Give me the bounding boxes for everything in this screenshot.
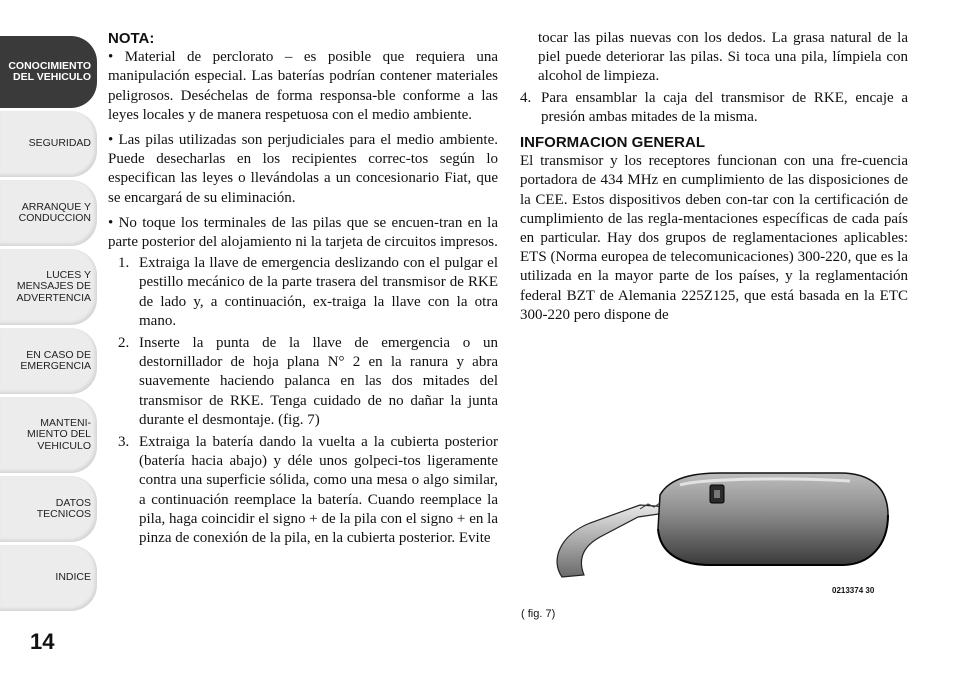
tab-datos-tecnicos[interactable] (0, 476, 97, 542)
key-fob-illustration (520, 465, 908, 601)
page-number: 14 (30, 629, 55, 654)
tab-label: INDICE (55, 571, 91, 584)
step-3 (108, 433, 498, 548)
tab-indice[interactable] (0, 545, 97, 611)
step-1 (108, 254, 498, 331)
tab-label: CONOCIMIENTO DEL VEHICULO (8, 59, 91, 83)
tab-label: DATOS TECNICOS (36, 496, 91, 520)
column-right (520, 29, 908, 325)
step-text: Para ensamblar la caja del transmisor de RKE, encaje a presión ambas mitades de la misma. (541, 89, 908, 125)
tab-label: SEGURIDAD (28, 137, 91, 150)
bullet-perclorato: • Material de perclorato – es posible que requiera una manipulación especial. Las baterías podrían contener materiales peligrosos. Deséchelas de forma responsa-ble conforme a las leyes locales y de manera respetuosa con el medio ambiente. (108, 49, 498, 123)
tab-mantenimiento[interactable] (0, 397, 97, 473)
step-number: 1. (118, 255, 130, 272)
tab-luces-y-mensajes[interactable] (0, 249, 97, 325)
step-text: Inserte la punta de la llave de emergencia o un destornillador de hoja plana N° 2 en la ranura y abra suavemente haciendo palanca en las dos mitades del transmisor de RKE. Tenga cuidado de no dañar la junta durante el desmontaje. (fig. 7) (139, 335, 498, 428)
step-text: Extraiga la llave de emergencia deslizando con el pulgar el pestillo mecánico de la parte trasera del transmisor de RKE de lado y, a continuación, ex-traiga la llave con la otra mano. (139, 255, 498, 329)
tab-seguridad[interactable] (0, 111, 97, 177)
chapter-sidebar (0, 0, 97, 678)
bullet-pilas-ambiente: • Las pilas utilizadas son perjudiciales para el medio ambiente. Puede desecharlas en los recipientes correc-tos según lo especifican las leyes o llevándolas a un concesionario Fiat, que se encargará de su eliminación. (108, 132, 498, 206)
step-2 (108, 334, 498, 430)
figure-caption: ( fig. 7) (521, 608, 556, 620)
column-left (108, 29, 498, 548)
step-number: 4. (520, 89, 532, 106)
step-text: Extraiga la batería dando la vuelta a la cubierta posterior (batería hacia abajo) y déle unos golpeci-tos ligeramente contra una superficie sólida, como una mesa o algo similar, a continuación reemplace la batería. Cuando reemplace la pila, haga coincidir el signo + de la pila con el signo + en la pinza de conexión de la pila, en la cubierta posterior. Evite (139, 434, 498, 547)
step-3-continued: tocar las pilas nuevas con los dedos. La grasa natural de la piel puede deteriorar las pilas. Si toca una pila, límpiela con alcohol de limpieza. (538, 30, 908, 85)
tab-arranque-y-conduccion[interactable] (0, 180, 97, 246)
tab-label: ARRANQUE Y CONDUCCION (18, 200, 91, 224)
info-paragraph: El transmisor y los receptores funcionan con una fre-cuencia portadora de 434 MHz en cumplimiento de las disposiciones de la CEE. Estos dispositivos deben con-tar con la certificación de cumplimiento de las regla-mentaciones específicas de cada país en particular. Hay dos grupos de reglamentaciones aplicables: ETS (Norma europea de telecomunicaciones) 300-220, que es la utilizada en la mayor parte de los países, y la reglamentación federal BZT de Alemania 225Z125, que está basada en la ETC 300-220 pero dispone de (520, 153, 908, 323)
figure-rke-transmitter (520, 465, 908, 601)
tab-en-caso-de-emergencia[interactable] (0, 328, 97, 394)
tab-conocimiento-del-vehiculo[interactable] (0, 36, 97, 108)
step-4 (520, 89, 908, 127)
info-heading: INFORMACION GENERAL (520, 134, 705, 152)
bullet-no-toque: • No toque los terminales de las pilas que se encuen-tran en la parte posterior del alojamiento ni la tarjeta de circuitos impresos. (108, 214, 498, 251)
figure-code: 0213374 30 (832, 586, 875, 595)
tab-label: EN CASO DE EMERGENCIA (20, 348, 91, 372)
nota-heading: NOTA: (108, 30, 155, 47)
step-number: 3. (118, 434, 130, 451)
tab-label: MANTENI- MIENTO DEL VEHICULO (27, 416, 91, 452)
step-number: 2. (118, 335, 130, 352)
tab-label: LUCES Y MENSAJES DE ADVERTENCIA (16, 268, 91, 304)
